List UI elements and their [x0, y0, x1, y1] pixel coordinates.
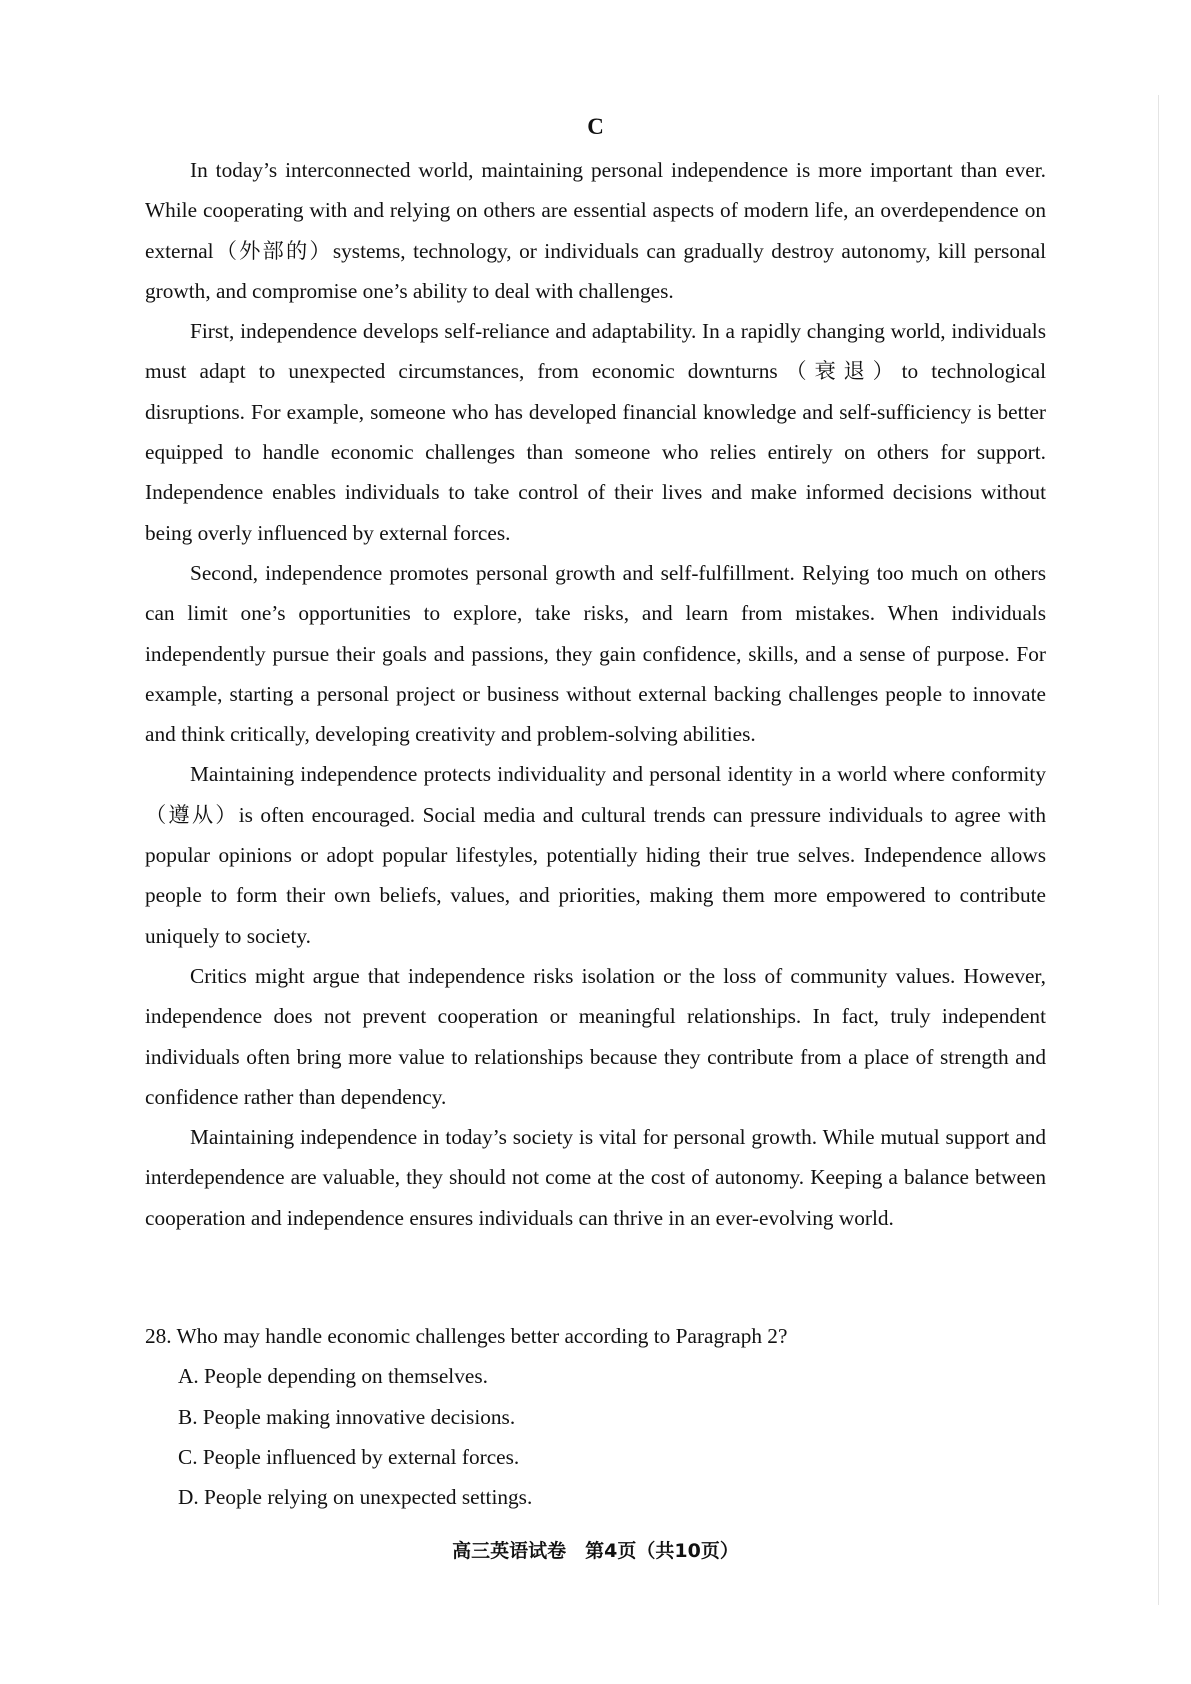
option-d[interactable]: D. People relying on unexpected settings. [178, 1485, 533, 1510]
reading-passage [145, 150, 1046, 1238]
option-a[interactable]: A. People depending on themselves. [178, 1364, 488, 1389]
section-heading: C [587, 114, 604, 139]
passage-paragraph-5: Critics might argue that independence risks isolation or the loss of community values. However, independence does not prevent cooperation or meaningful relationships. In fact, truly independent individuals often bring more value to relationships because they contribute from a place of strength and confidence rather than dependency. [145, 963, 1046, 1109]
question-28 [145, 1316, 1046, 1517]
passage-paragraph-6: Maintaining independence in today’s society is vital for personal growth. While mutual support and interdependence are valuable, they should not come at the cost of autonomy. Keeping a balance between cooperation and independence ensures individuals can thrive in an ever-evolving world. [145, 1125, 1046, 1230]
question-stem: 28. Who may handle economic challenges better according to Paragraph 2? [145, 1324, 788, 1348]
scan-edge-line [1158, 95, 1159, 1605]
option-b[interactable]: B. People making innovative decisions. [178, 1404, 516, 1429]
passage-paragraph-3: Second, independence promotes personal growth and self-fulfillment. Relying too much on others can limit one’s opportunities to explore, take risks, and learn from mistakes. When individuals independently pursue their goals and passions, they gain confidence, skills, and a sense of purpose. For example, starting a personal project or business without external backing challenges people to innovate and think critically, developing creativity and problem-solving abilities. [145, 560, 1046, 747]
passage-paragraph-4: Maintaining independence protects individuality and personal identity in a world where conformity（遵从）is often encouraged. Social media and cultural trends can pressure individuals to agree with popular opinions or adopt popular lifestyles, potentially hiding their true selves. Independence allows people to form their own beliefs, values, and priorities, making them more empowered to contribute uniquely to society. [145, 762, 1046, 948]
option-c[interactable]: C. People influenced by external forces. [178, 1444, 520, 1469]
passage-paragraph-1: In today’s interconnected world, maintaining personal independence is more important than ever. While cooperating with and relying on others are essential aspects of modern life, an overdependence on external（外部的）systems, technology, or individuals can gradually destroy autonomy, kill personal growth, and compromise one’s ability to deal with challenges. [145, 158, 1046, 303]
passage-paragraph-2: First, independence develops self-reliance and adaptability. In a rapidly changing world, individuals must adapt to unexpected circumstances, from economic downturns（衰退）to technological disruptions. For example, someone who has developed financial knowledge and self-sufficiency is better equipped to handle economic challenges than someone who relies entirely on others for support. Independence enables individuals to take control of their lives and make informed decisions without being overly influenced by external forces. [145, 319, 1046, 545]
page-footer: 高三英语试卷 第4页（共10页） [452, 1540, 739, 1562]
